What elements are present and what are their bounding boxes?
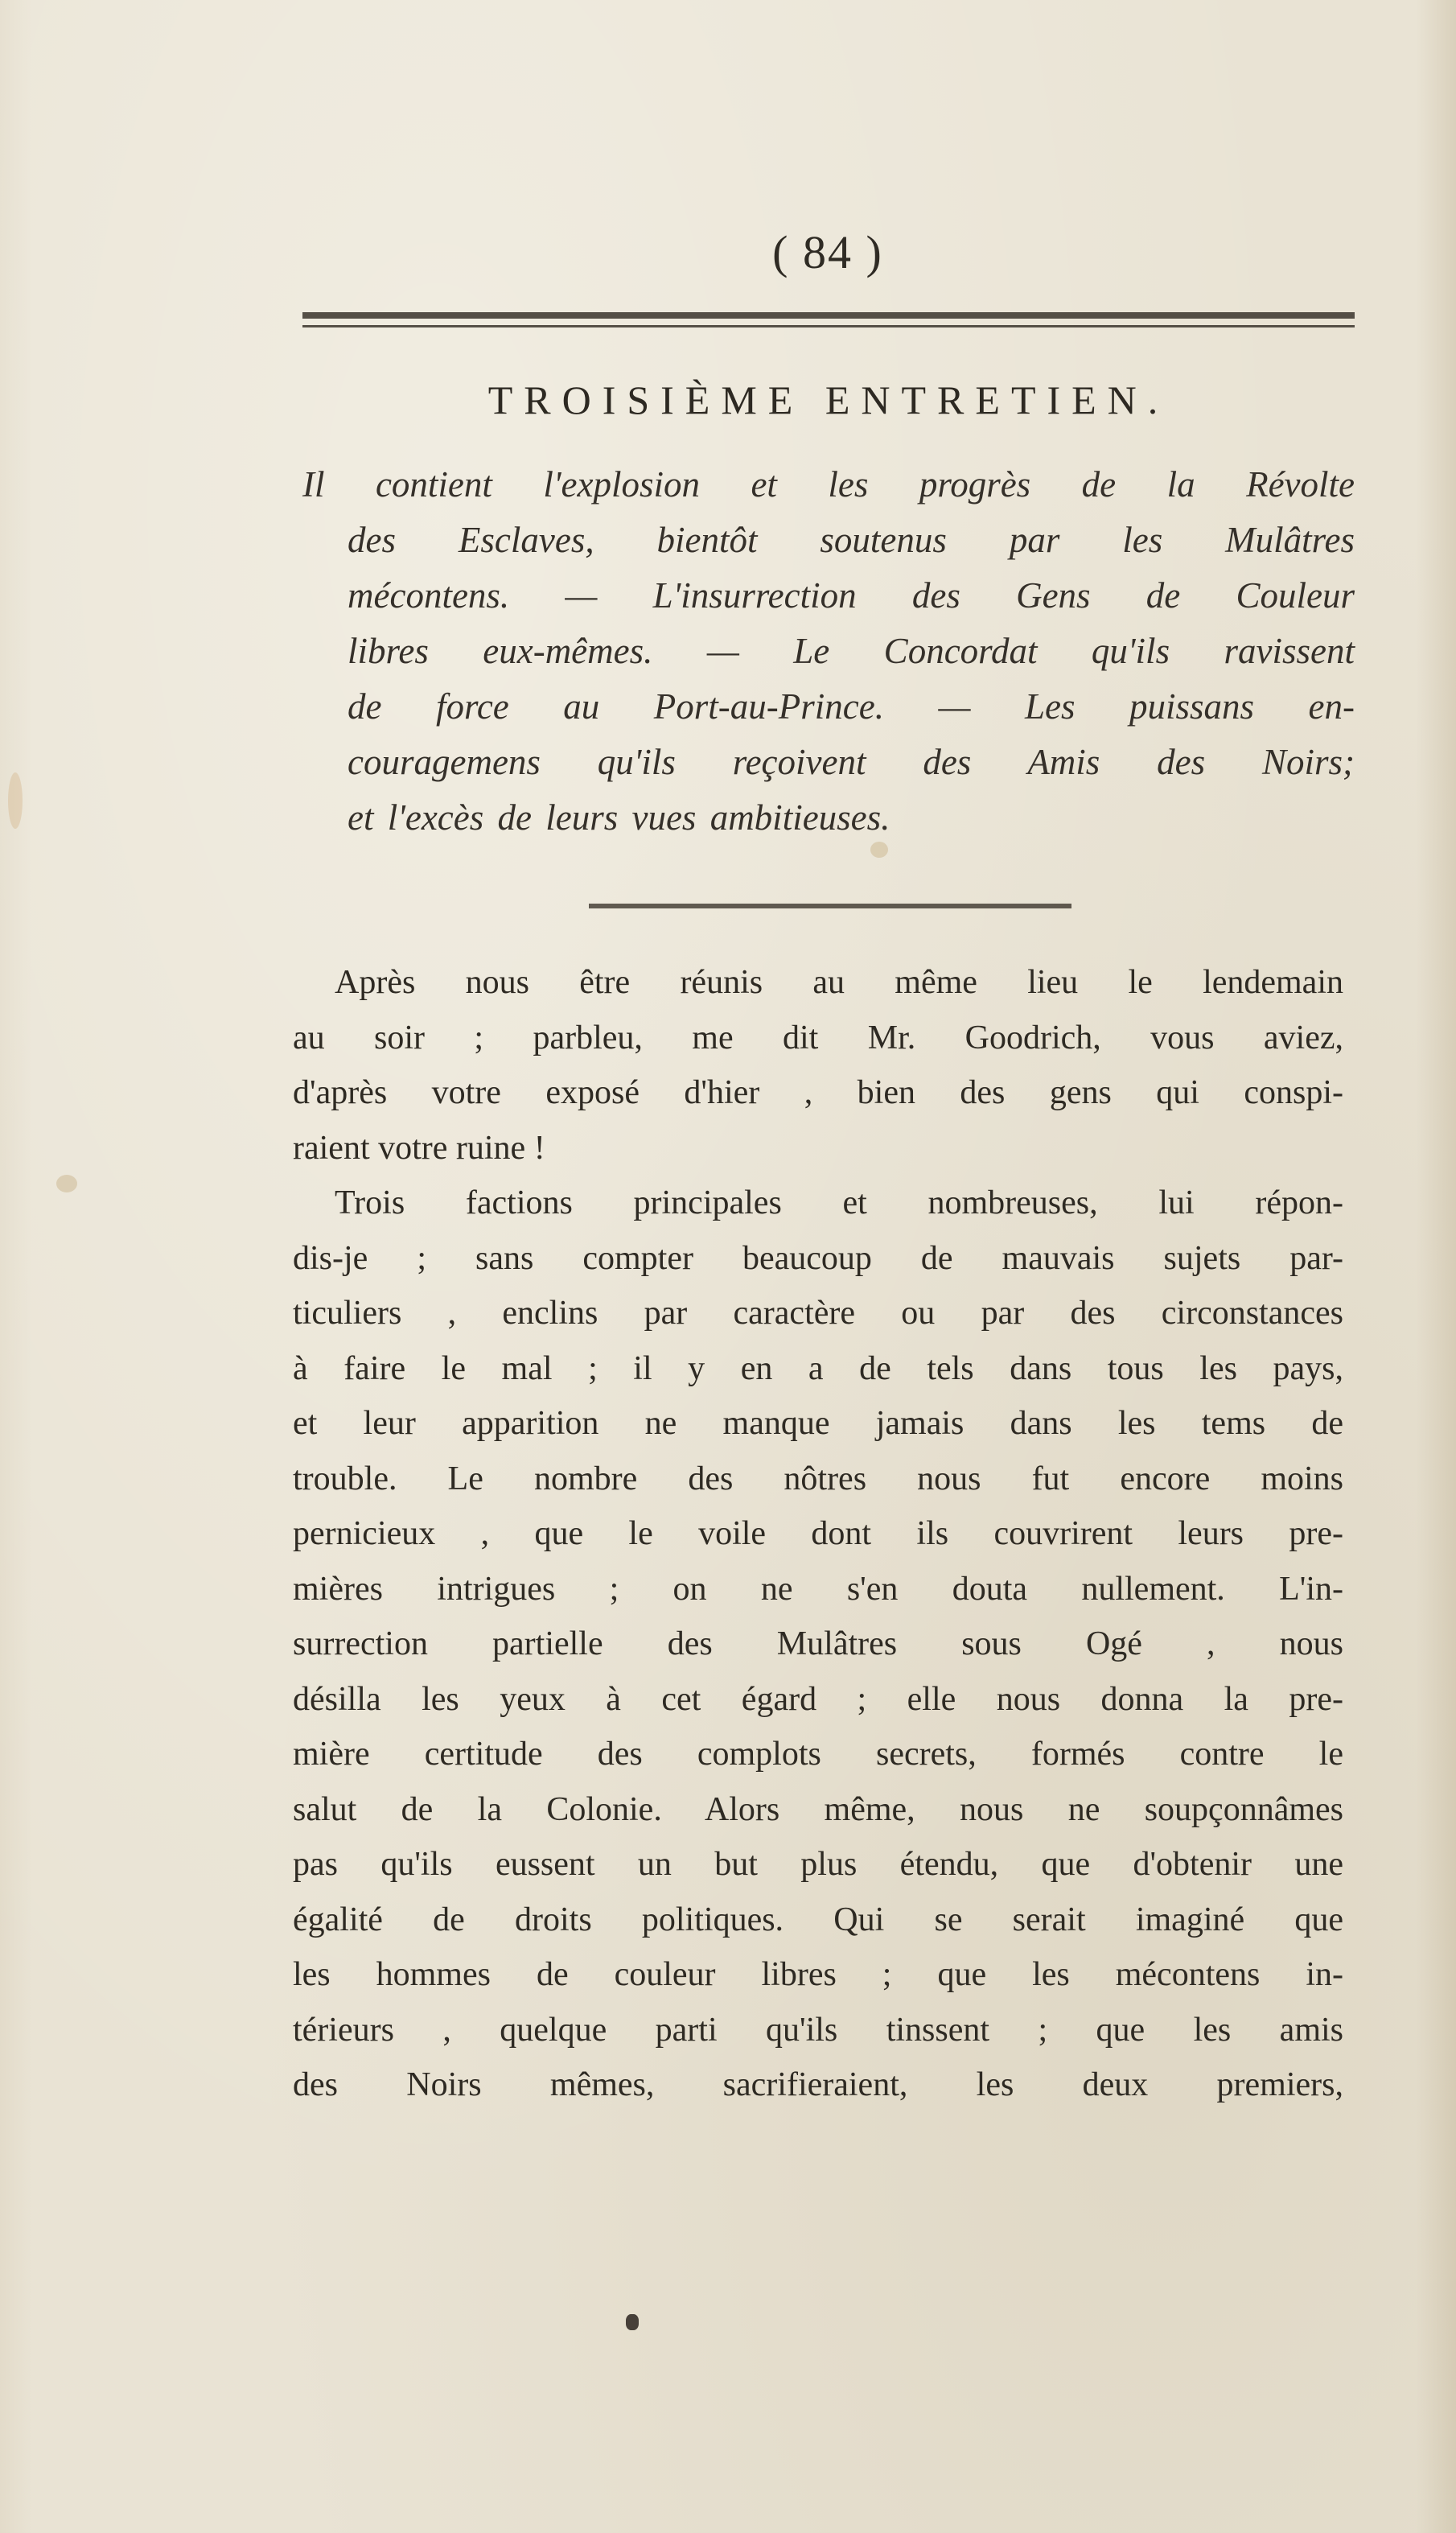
summary-line: des Esclaves, bientôt soutenus par les Mulâtres xyxy=(348,520,1355,560)
body-line: surrection partielle des Mulâtres sous Ogé , nous xyxy=(293,1625,1343,1662)
chapter-title: TROISIÈME ENTRETIEN. xyxy=(487,377,1170,422)
signature-mark xyxy=(626,2314,639,2330)
foxing-spot xyxy=(8,772,23,829)
body-text xyxy=(293,955,1343,2113)
body-line: Trois factions principales et nombreuses, lui répon- xyxy=(335,1184,1343,1221)
body-line: pernicieux , que le voile dont ils couvrirent leurs pre- xyxy=(293,1515,1343,1552)
body-line: pas qu'ils eussent un but plus étendu, que d'obtenir une xyxy=(293,1846,1343,1883)
body-line: d'après votre exposé d'hier , bien des gens qui conspi- xyxy=(293,1074,1343,1111)
page-number: ( 84 ) xyxy=(772,226,883,278)
summary-line: libres eux-mêmes. — Le Concordat qu'ils ravissent xyxy=(348,631,1355,671)
body-line: au soir ; parbleu, me dit Mr. Goodrich, vous aviez, xyxy=(293,1019,1343,1056)
chapter-summary xyxy=(302,457,1355,846)
body-line: salut de la Colonie. Alors même, nous ne soupçonnâmes xyxy=(293,1790,1343,1828)
body-line: et leur apparition ne manque jamais dans les tems de xyxy=(293,1405,1343,1442)
body-line: des Noirs mêmes, sacrifieraient, les deux premiers, xyxy=(293,2066,1343,2103)
body-line: raient votre ruine ! xyxy=(293,1129,545,1167)
summary-line: mécontens. — L'insurrection des Gens de Couleur xyxy=(348,575,1355,616)
body-line: trouble. Le nombre des nôtres nous fut encore moins xyxy=(293,1460,1343,1497)
body-line: Après nous être réunis au même lieu le lendemain xyxy=(335,964,1343,1001)
summary-line: et l'excès de leurs vues ambitieuses. xyxy=(348,797,890,838)
header-rule-thick xyxy=(302,312,1355,319)
header-rule-thin xyxy=(302,325,1355,327)
header-double-rule xyxy=(302,312,1355,333)
summary-line: couragemens qu'ils reçoivent des Amis des Noirs; xyxy=(348,742,1355,782)
body-line: mière certitude des complots secrets, formés contre le xyxy=(293,1736,1343,1773)
body-line: mières intrigues ; on ne s'en douta nullement. L'in- xyxy=(293,1570,1343,1608)
body-line: désilla les yeux à cet égard ; elle nous donna la pre- xyxy=(293,1680,1343,1718)
summary-line: de force au Port-au-Prince. — Les puissans en- xyxy=(348,686,1355,727)
body-line: ticuliers , enclins par caractère ou par des circonstances xyxy=(293,1295,1343,1332)
section-divider-rule xyxy=(589,904,1071,908)
body-line: térieurs , quelque parti qu'ils tinssent ; que les amis xyxy=(293,2011,1343,2049)
body-line: les hommes de couleur libres ; que les mécontens in- xyxy=(293,1956,1343,1993)
body-line: dis-je ; sans compter beaucoup de mauvais sujets par- xyxy=(293,1239,1343,1277)
body-line: à faire le mal ; il y en a de tels dans tous les pays, xyxy=(293,1349,1343,1387)
body-line: égalité de droits politiques. Qui se serait imaginé que xyxy=(293,1901,1343,1938)
summary-line: Il contient l'explosion et les progrès de la Révolte xyxy=(302,464,1355,505)
foxing-spot xyxy=(56,1175,77,1192)
